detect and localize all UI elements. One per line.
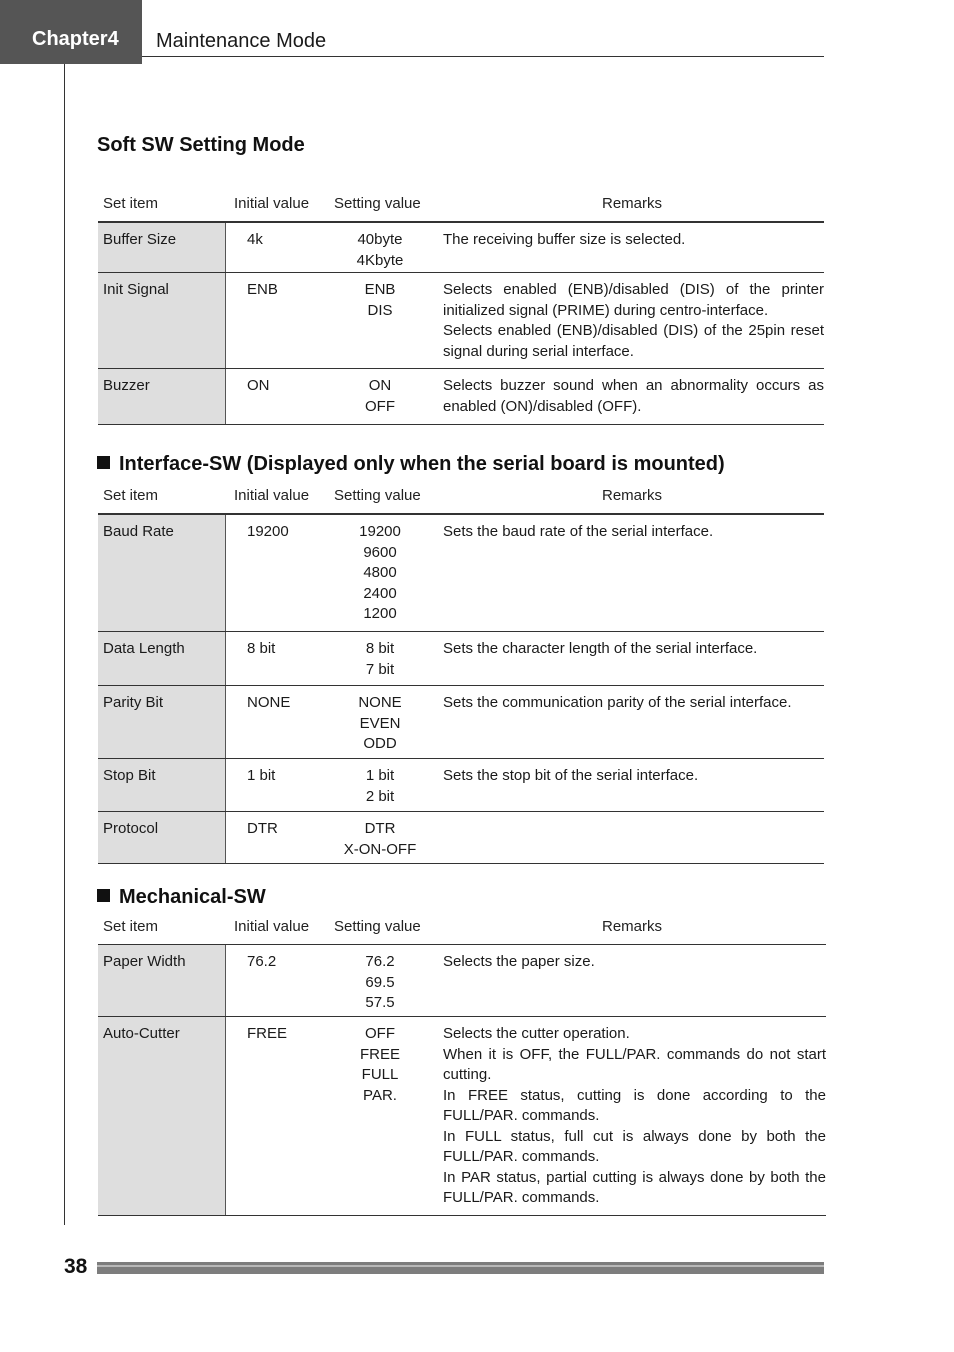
col-header-setting-value: Setting value bbox=[334, 487, 421, 504]
mechanical-sw-table bbox=[98, 918, 826, 1206]
col-header-initial-value: Initial value bbox=[234, 918, 310, 935]
setting-option: FULL bbox=[361, 1066, 399, 1083]
row-rule bbox=[98, 424, 824, 425]
cell-set-item: Paper Width bbox=[98, 945, 226, 1017]
remark-line: Sets the stop bit of the serial interface. bbox=[443, 767, 699, 784]
cell-initial-value: ENB bbox=[247, 281, 278, 298]
cell-remarks bbox=[443, 952, 826, 973]
setting-option: ODD bbox=[363, 735, 397, 752]
left-margin-rule bbox=[64, 64, 65, 1225]
col-header-remarks: Remarks bbox=[602, 195, 663, 212]
page-number: 38 bbox=[64, 1255, 88, 1278]
cell-setting-value bbox=[330, 1024, 430, 1106]
setting-option: 1 bit bbox=[365, 767, 395, 784]
remark-line: Sets the baud rate of the serial interface. bbox=[443, 523, 714, 540]
remark-line: Sets the character length of the serial interface. bbox=[443, 640, 758, 657]
remark-line: Sets the communication parity of the serial interface. bbox=[443, 694, 792, 711]
cell-set-item: Buffer Size bbox=[98, 223, 226, 273]
chapter-label: Chapter4 bbox=[32, 28, 119, 50]
cell-remarks bbox=[443, 376, 824, 417]
setting-option: 40byte bbox=[357, 231, 403, 248]
setting-option: OFF bbox=[365, 397, 395, 415]
cell-remarks bbox=[443, 230, 824, 251]
table-header bbox=[98, 195, 824, 217]
square-bullet-icon bbox=[97, 889, 110, 902]
setting-option: ENB bbox=[364, 281, 396, 298]
setting-option: OFF bbox=[365, 1025, 395, 1042]
cell-remarks bbox=[443, 522, 824, 543]
cell-initial-value: NONE bbox=[247, 694, 291, 711]
cell-set-item: Init Signal bbox=[98, 273, 226, 369]
section-title: Interface-SW (Displayed only when the serial board is mounted) bbox=[119, 453, 725, 475]
remark-line: Selects the paper size. bbox=[443, 953, 595, 970]
section-title: Soft SW Setting Mode bbox=[97, 134, 305, 156]
table-row bbox=[98, 759, 824, 812]
cell-initial-value: ON bbox=[247, 377, 270, 394]
table-row bbox=[98, 515, 824, 632]
cell-setting-value bbox=[330, 230, 430, 271]
cell-setting-value bbox=[330, 376, 430, 417]
cell-set-item: Protocol bbox=[98, 812, 226, 864]
col-header-setting-value: Setting value bbox=[334, 195, 421, 212]
col-header-set-item: Set item bbox=[103, 195, 159, 212]
setting-option: 4800 bbox=[363, 564, 397, 581]
cell-initial-value: 76.2 bbox=[247, 953, 277, 970]
interface-sw-table bbox=[98, 487, 824, 858]
cell-set-item: Stop Bit bbox=[98, 759, 226, 812]
setting-option: 57.5 bbox=[365, 994, 395, 1011]
cell-remarks bbox=[443, 280, 824, 362]
cell-set-item: Data Length bbox=[98, 632, 226, 686]
setting-option: NONE bbox=[358, 694, 402, 711]
remark-line: Selects enabled (ENB)/disabled (DIS) of the 25pin reset signal during serial interface. bbox=[443, 322, 824, 360]
setting-option: 1200 bbox=[363, 605, 397, 622]
col-header-initial-value: Initial value bbox=[234, 487, 310, 504]
cell-setting-value bbox=[330, 952, 430, 1014]
row-rule bbox=[98, 863, 824, 864]
section-heading-mechanical-sw bbox=[97, 886, 266, 909]
setting-option: 8 bit bbox=[365, 640, 395, 657]
cell-set-item: Baud Rate bbox=[98, 515, 226, 632]
cell-initial-value: 19200 bbox=[247, 523, 289, 540]
setting-option: X-ON-OFF bbox=[343, 840, 417, 858]
row-rule bbox=[98, 1215, 826, 1216]
remark-line: Selects the cutter operation. bbox=[443, 1025, 630, 1042]
col-header-remarks: Remarks bbox=[602, 918, 663, 935]
cell-initial-value: 8 bit bbox=[247, 640, 276, 657]
col-header-set-item: Set item bbox=[103, 918, 159, 935]
cell-remarks bbox=[443, 766, 824, 787]
setting-option: 7 bit bbox=[365, 660, 395, 678]
table-row bbox=[98, 945, 826, 1017]
setting-option: EVEN bbox=[359, 714, 401, 732]
cell-set-item: Auto-Cutter bbox=[98, 1017, 226, 1216]
cell-remarks bbox=[443, 693, 824, 714]
setting-option: 19200 bbox=[359, 523, 401, 540]
table-row bbox=[98, 812, 824, 864]
cell-setting-value bbox=[330, 639, 430, 680]
square-bullet-icon bbox=[97, 456, 110, 469]
table-row bbox=[98, 273, 824, 369]
cell-initial-value: 1 bit bbox=[247, 767, 276, 784]
cell-initial-value: FREE bbox=[247, 1025, 288, 1042]
setting-option: DTR bbox=[364, 820, 396, 837]
header-title: Maintenance Mode bbox=[156, 30, 327, 52]
remark-line: When it is OFF, the FULL/PAR. commands do not start cutting. bbox=[443, 1045, 826, 1083]
cell-set-item: Parity Bit bbox=[98, 686, 226, 759]
cell-remarks bbox=[443, 639, 824, 660]
table-row bbox=[98, 369, 824, 425]
table-row bbox=[98, 1017, 826, 1216]
cell-setting-value bbox=[330, 819, 430, 860]
table-row bbox=[98, 686, 824, 759]
cell-remarks bbox=[443, 1024, 826, 1209]
setting-option: ON bbox=[368, 377, 392, 394]
cell-set-item: Buzzer bbox=[98, 369, 226, 425]
col-header-remarks: Remarks bbox=[602, 487, 663, 504]
setting-option: FREE bbox=[359, 1045, 400, 1063]
header-rule bbox=[142, 56, 824, 57]
setting-option: 2 bit bbox=[365, 787, 395, 805]
cell-setting-value bbox=[330, 280, 430, 321]
remark-line: In PAR status, partial cutting is always done by both the FULL/PAR. commands. bbox=[443, 1168, 826, 1206]
section-heading-soft-sw bbox=[97, 134, 305, 157]
remark-line: The receiving buffer size is selected. bbox=[443, 231, 686, 248]
table-row bbox=[98, 632, 824, 686]
col-header-set-item: Set item bbox=[103, 487, 159, 504]
remark-line: In FREE status, cutting is done according to the FULL/PAR. commands. bbox=[443, 1086, 826, 1124]
col-header-initial-value: Initial value bbox=[234, 195, 310, 212]
footer-bar bbox=[97, 1262, 824, 1274]
cell-setting-value bbox=[330, 522, 430, 625]
table-row bbox=[98, 223, 824, 273]
cell-setting-value bbox=[330, 766, 430, 807]
section-title: Mechanical-SW bbox=[119, 886, 266, 908]
cell-setting-value bbox=[330, 693, 430, 755]
remark-line: In FULL status, full cut is always done by both the FULL/PAR. commands. bbox=[443, 1127, 826, 1165]
setting-option: 9600 bbox=[363, 543, 397, 561]
col-header-setting-value: Setting value bbox=[334, 918, 421, 935]
setting-option: 69.5 bbox=[365, 973, 395, 991]
cell-initial-value: 4k bbox=[247, 231, 263, 248]
setting-option: 76.2 bbox=[365, 953, 395, 970]
table-header bbox=[98, 487, 824, 509]
remark-line: Selects enabled (ENB)/disabled (DIS) of the printer initialized signal (PRIME) during centro-interface. bbox=[443, 281, 824, 319]
setting-option: DIS bbox=[367, 301, 393, 319]
setting-option: 4Kbyte bbox=[356, 251, 404, 269]
table-header bbox=[98, 918, 826, 940]
setting-option: PAR. bbox=[363, 1086, 397, 1104]
soft-sw-table bbox=[98, 195, 824, 415]
remark-line: Selects buzzer sound when an abnormality occurs as enabled (ON)/disabled (OFF). bbox=[443, 377, 824, 415]
setting-option: 2400 bbox=[363, 584, 397, 602]
cell-initial-value: DTR bbox=[247, 820, 278, 837]
footer-bar-highlight bbox=[97, 1265, 824, 1267]
section-heading-interface-sw bbox=[97, 453, 725, 476]
